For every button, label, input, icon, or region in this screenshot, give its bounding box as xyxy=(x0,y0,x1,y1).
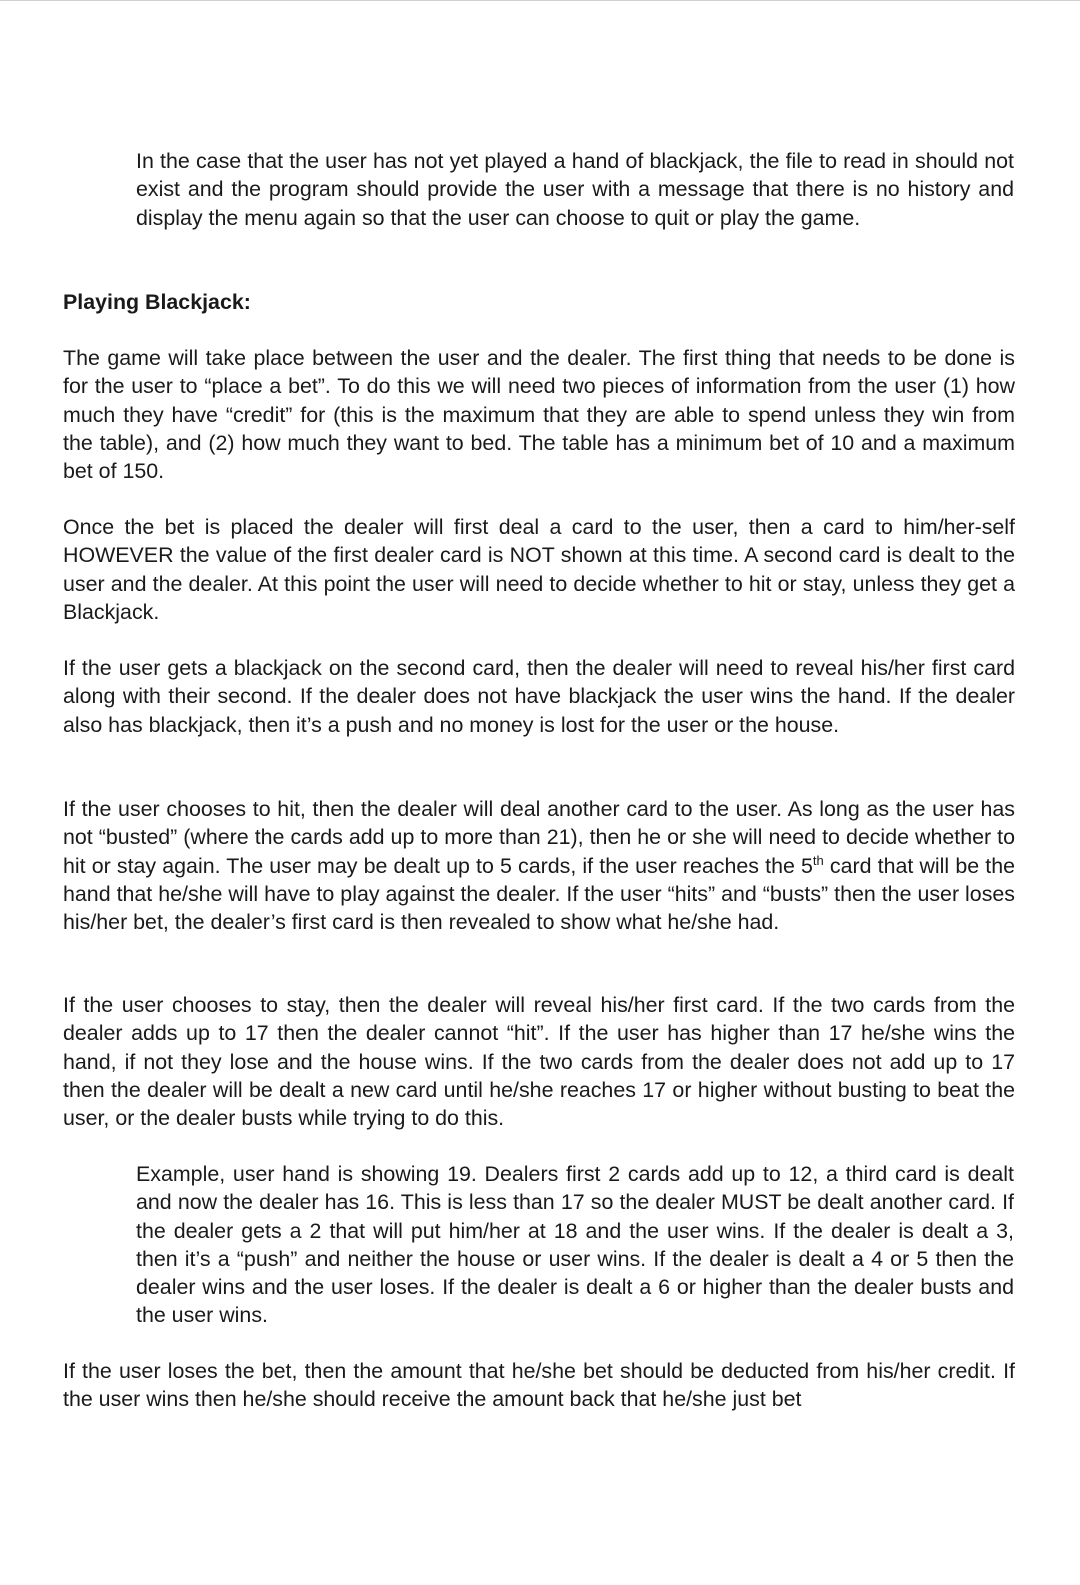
paragraph-bet: The game will take place between the user and the dealer. The first thing that needs to be done is for the user to “place a bet”. To do this we will need two pieces of information from the user (1) how much they have “credit” for (this is the maximum that they are able to spend unless they win from the table), and (2) how much they want to bed. The table has a minimum bet of 10 and a maximum bet of 150. xyxy=(63,346,1015,484)
paragraph-hit-text-1: If the user chooses to hit, then the dealer will deal another card to the user. As long as the user has not “busted” (where the cards add up to more than 21), then he or she will need to decide whether to hit or stay again. The user may be dealt up to 5 cards, if the user reaches the 5 xyxy=(63,797,1015,878)
paragraph-hit xyxy=(63,795,1015,936)
ordinal-superscript: th xyxy=(812,852,824,868)
paragraph-stay: If the user chooses to stay, then the dealer will reveal his/her first card. If the two cards from the dealer adds up to 17 then the dealer cannot “hit”. If the user has higher than 17 he/she wins the hand, if not they lose and the house wins. If the two cards from the dealer does not add up to 17 then the dealer will be dealt a new card until he/she reaches 17 or higher without busting to beat the user, or the dealer busts while trying to do this. xyxy=(63,993,1015,1131)
example-paragraph: Example, user hand is showing 19. Dealers first 2 cards add up to 12, a third card is dealt and now the dealer has 16. This is less than 17 so the dealer MUST be dealt another card. If the dealer gets a 2 that will put him/her at 18 and the user wins. If the dealer is dealt a 3, then it’s a “push” and neither the house or user wins. If the dealer is dealt a 4 or 5 then the dealer wins and the user loses. If the dealer is dealt a 6 or higher than the dealer busts and the user wins. xyxy=(136,1162,1014,1328)
paragraph-deal: Once the bet is placed the dealer will first deal a card to the user, then a card to him/her-self HOWEVER the value of the first dealer card is NOT shown at this time. A second card is dealt to the user and the dealer. At this point the user will need to decide whether to hit or stay, unless they get a Blackjack. xyxy=(63,515,1015,624)
section-heading: Playing Blackjack: xyxy=(63,290,251,314)
paragraph-hit-text-2: card that will be the hand that he/she will have to play against the dealer. If the user “hits” and “busts” then the user loses his/her bet, the dealer’s first card is then revealed to show what he/she had. xyxy=(63,853,1015,935)
paragraph-lose: If the user loses the bet, then the amount that he/she bet should be deducted from his/her credit. If the user wins then he/she should receive the amount back that he/she just bet xyxy=(63,1359,1015,1412)
paragraph-blackjack: If the user gets a blackjack on the second card, then the dealer will need to reveal his/her first card along with their second. If the dealer does not have blackjack the user wins the hand. If the dealer also has blackjack, then it’s a push and no money is lost for the user or the house. xyxy=(63,656,1015,737)
intro-paragraph: In the case that the user has not yet played a hand of blackjack, the file to read in should not exist and the program should provide the user with a message that there is no history and display the menu again so that the user can choose to quit or play the game. xyxy=(136,149,1014,230)
